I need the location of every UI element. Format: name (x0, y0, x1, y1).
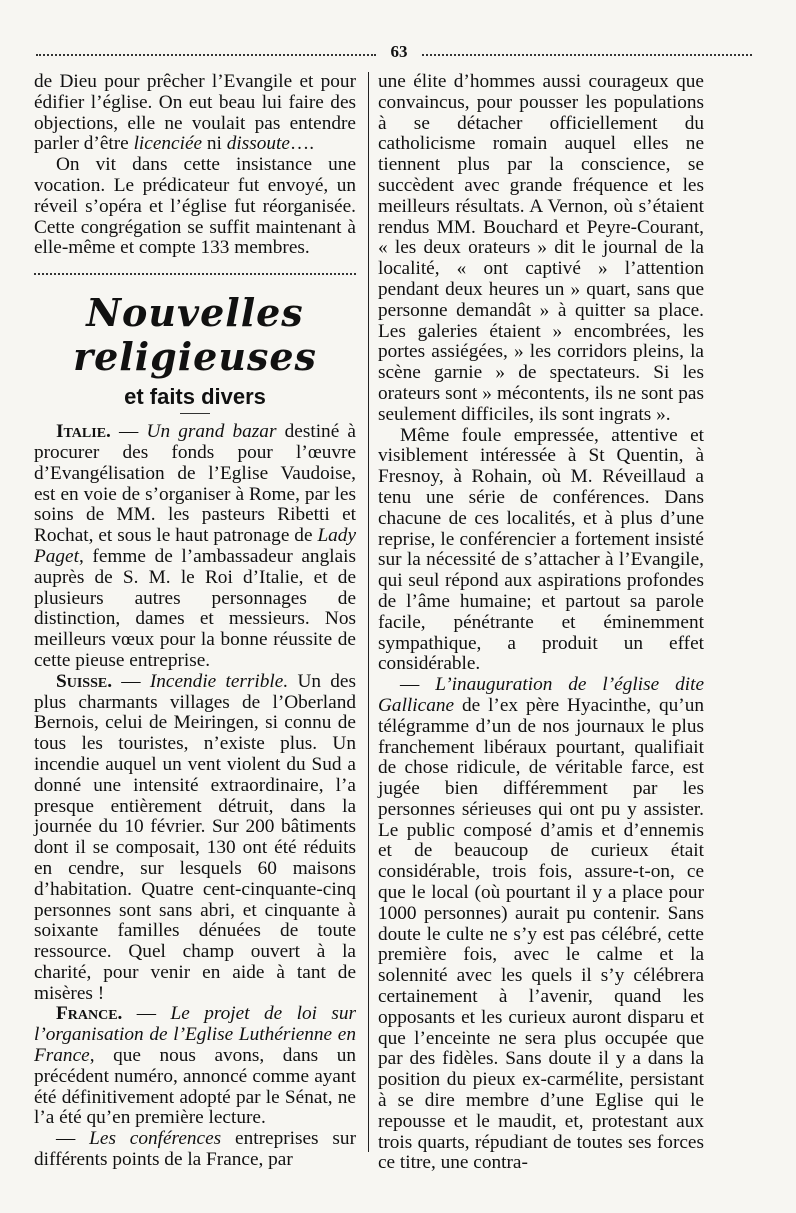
subheading-rule (180, 413, 210, 414)
paragraph (34, 672, 356, 1005)
text-run: — (400, 674, 436, 696)
text-run: Même foule empressée, attentive et visiblement intéressée à St Quentin, à Fresnoy, à Rohain, où M. Réveillaud a tenu une série de conférences. Dans chacune de ces localités, et à plus d’une reprise, le conférencier a fortement insisté sur la nécessité de s’attacher à l’Evangile, qui seul répond aux aspirations profondes de l’âme humaine; et partout sa parole facile, pénétrante et éminemment sympathique, a produit un effet considérable. (378, 424, 704, 675)
text-run: — (110, 421, 147, 443)
paragraph (34, 422, 356, 672)
text-run: , femme de l’ambassadeur anglais auprès de S. M. le Roi d’Italie, et de plusieurs autres personnages de distinction, dames et messieurs. Nos meilleurs vœux pour la bonne réussite de cette pieuse entreprise. (34, 545, 356, 671)
italic-text: Le projet de loi sur l’organisation de l’Eglise Luthérienne en France (34, 1003, 357, 1067)
section-subheading: et faits divers (124, 384, 266, 410)
italic-text: Incendie terrible. (149, 670, 289, 692)
country-label: France. (56, 1003, 123, 1025)
right-column (378, 72, 704, 1174)
paragraph (378, 72, 704, 426)
country-label: Italie. (56, 421, 111, 443)
text-run: …. (289, 133, 315, 155)
text-run: destiné à procurer des fonds pour l’œuvre d’Evangélisation de l’Eglise Vaudoise, est en voie de s’organiser à Rome, par les soins de MM. les pasteurs Ribetti et Rochat, et sous le haut patronage de (34, 421, 356, 547)
country-label: Suisse. (56, 670, 113, 692)
page-number: 63 (390, 42, 408, 61)
continuation-text (34, 72, 356, 259)
paragraph (378, 675, 704, 1174)
text-run: ni (202, 133, 227, 155)
paragraph (378, 426, 704, 676)
italic-text: L’inauguration de l’église dite Gallicane (378, 674, 704, 716)
text-run: de l’ex père Hyacinthe, qu’un télégramme d’un de nos journaux le plus franchement libéraux pourtant, qualifiait de chose ridicule, de véritable farce, est jugée bien différemment par les personnes sérieuses qui ont pu y assister. Le public composé d’amis et d’ennemis et de beaucoup de curieux était considérable, trois fois, assure-t-on, ce que le local (où pourtant il y a place pour 1000 personnes) aurait pu contenir. Sans doute le culte ne s’y est pas célébré, cette première fois, avec le calme et la solennité avec les quels il s’y célébrera certainement à l’avenir, quand les opposants et les curieux auront disparu et que l’enceinte ne sera plus occupée que par des fidèles. Sans doute il y a dans la position du pieux ex-carmélite, persistant à se dire membre d’une Eglise qui le repousse et le maudit, et, protestant aux trois quarts, répudiant de toutes ses forces ce titre, une contra- (378, 694, 704, 1174)
header-rule-right (422, 54, 752, 56)
page-header (30, 40, 768, 70)
italic-text: licenciée (133, 133, 203, 155)
paragraph (34, 1004, 356, 1129)
header-rule-left (36, 54, 376, 56)
paragraph (34, 72, 356, 155)
text-run: — (112, 670, 150, 692)
text-run: une élite d’hommes aussi courageux que convaincus, pour pousser les populations à se détacher officiellement du catholicisme romain auquel elles ne tiennent plus par la conscience, se succèdent avec grande fréquence et les meilleurs résultats. A Vernon, où s’étaient rendus MM. Bouchard et Peyre-Courant, « les deux orateurs » dit le journal de la localité, « ont captivé » l’attention pendant deux heures un » quart, sans que personne demandât » à quitter sa place. Les galeries étaient » encombrées, les portes assiégées, » les corridors pleins, la scène garnie » de spectateurs. Si les orateurs sont » mécontents, ils ne sont pas seulement difficiles, ils sont ingrats ». (378, 71, 704, 425)
italic-text: Un grand bazar (146, 421, 277, 443)
section-heading: Nouvelles religieuses (73, 290, 317, 380)
text-run: On vit dans cette insistance une vocation. Le prédicateur fut envoyé, un réveil s’opéra et l’église fut réorganisée. Cette congrégation se suffit maintenant à elle-même et compte 133 membres. (34, 154, 356, 259)
left-column (34, 72, 356, 1171)
column-divider (368, 72, 369, 1152)
text-run: Un des plus charmants villages de l’Oberland Bernois, celui de Meiringen, si connu de tous les touristes, n’existe plus. Un incendie auquel un vent violent du Sud a donné une intensité extraordinaire, l’a presque entièrement détruit, dans la journée du 10 février. Sur 200 bâtiments dont il se composait, 130 ont été réduits en cendre, sur lesquels 60 maisons d’habitation. Quatre cent-cinquante-cinq personnes sont sans abri, et cinquante à soixante familles dénuées de toute ressource. Quel champ ouvert à la charité, pour venir en aide à tant de misères ! (34, 670, 356, 1004)
paragraph (34, 1129, 356, 1171)
paragraph (34, 155, 356, 259)
italic-text: dissoute (226, 133, 290, 155)
text-run: , que nous avons, dans un précédent numéro, annoncé comme ayant été définitivement adopté par le Sénat, ne l’a été qu’en première lecture. (34, 1045, 356, 1129)
section-rule (34, 273, 356, 275)
text-run: — (56, 1128, 90, 1150)
text-run: entreprises sur différents points de la France, par (34, 1128, 356, 1171)
italic-text: Lady Paget (34, 525, 356, 567)
text-run: de Dieu pour prêcher l’Evangile et pour édifier l’église. On eut beau lui faire des objections, elle ne voulait pas entendre parler d’être (34, 71, 356, 155)
right-column-text (378, 72, 704, 1174)
news-items (34, 422, 356, 1171)
text-run: — (122, 1003, 171, 1025)
italic-text: Les conférences (89, 1128, 222, 1150)
